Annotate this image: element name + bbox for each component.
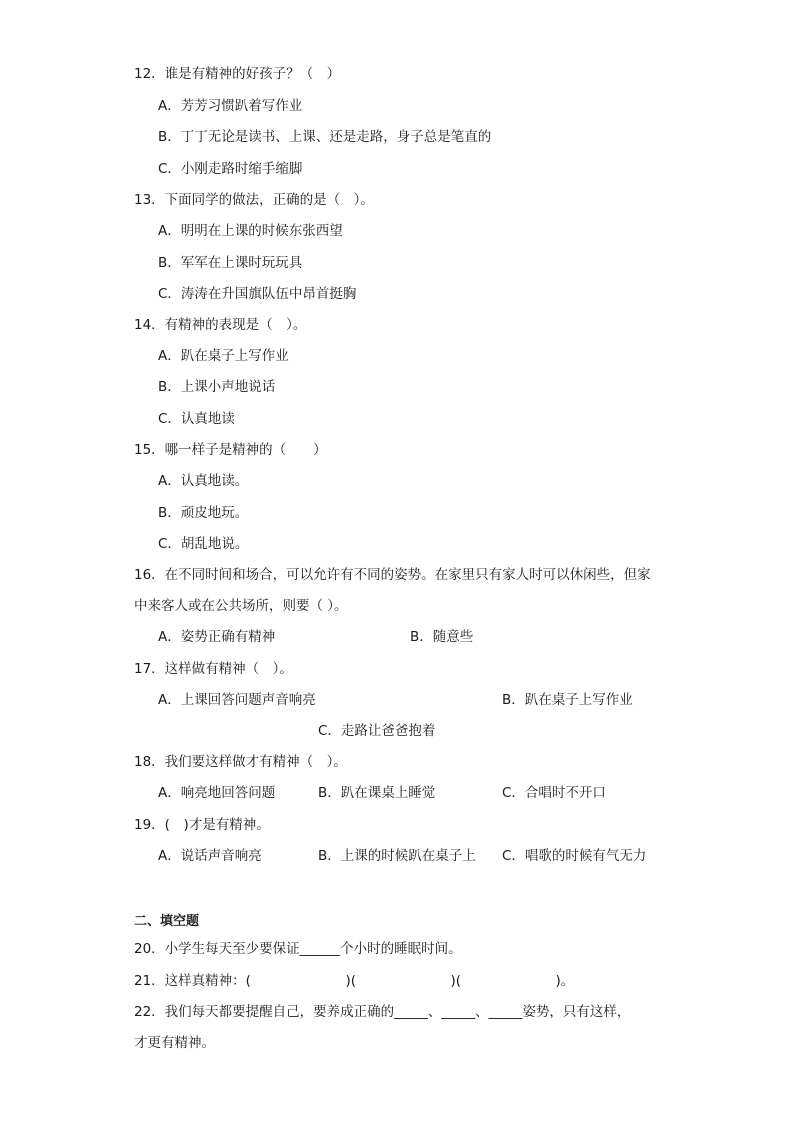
option-c: C．走路让爸爸抱着	[318, 723, 436, 739]
option-c: C．唱歌的时候有气无力	[502, 848, 647, 864]
option-a: A．趴在桌子上写作业	[158, 348, 289, 364]
question-stem-continued: 中来客人或在公共场所，则要（ ）。	[134, 598, 348, 614]
question-stem: 18．我们要这样做才有精神（ ）。	[134, 754, 347, 770]
question-22-continued: 才更有精神。	[134, 1035, 215, 1051]
question-stem: 16．在不同时间和场合，可以允许有不同的姿势。在家里只有家人时可以休闲些，但家	[134, 567, 651, 583]
option-b: B．趴在课桌上睡觉	[318, 785, 436, 801]
option-b: B．丁丁无论是读书、上课、还是走路，身子总是笔直的	[158, 129, 492, 145]
question-stem: 19．( )才是有精神。	[134, 817, 270, 833]
question-21: 21．这样真精神：( )( )( )。	[134, 973, 575, 989]
option-a: A．响亮地回答问题	[158, 785, 276, 801]
question-20: 20．小学生每天至少要保证______个小时的睡眠时间。	[134, 941, 462, 957]
option-b: B．随意些	[410, 629, 474, 645]
option-a: A．认真地读。	[158, 473, 249, 489]
question-22: 22．我们每天都要提醒自己，要养成正确的_____、_____、_____姿势，只有这样，	[134, 1004, 631, 1020]
option-a: A．上课回答问题声音响亮	[158, 692, 316, 708]
option-b: B．趴在桌子上写作业	[502, 692, 633, 708]
option-a: A．明明在上课的时候东张西望	[158, 223, 343, 239]
option-b: B．上课的时候趴在桌子上	[318, 848, 476, 864]
option-c: C．认真地读	[158, 411, 235, 427]
question-stem: 12．谁是有精神的好孩子？（ ）	[134, 66, 341, 82]
option-a: A．芳芳习惯趴着写作业	[158, 98, 303, 114]
question-stem: 17．这样做有精神（ ）。	[134, 661, 293, 677]
option-c: C．胡乱地说。	[158, 536, 249, 552]
option-c: C．合唱时不开口	[502, 785, 606, 801]
question-stem: 13．下面同学的做法，正确的是（ ）。	[134, 192, 374, 208]
option-c: C．小刚走路时缩手缩脚	[158, 161, 303, 177]
option-a: A．说话声音响亮	[158, 848, 262, 864]
option-b: B．上课小声地说话	[158, 379, 276, 395]
option-b: B．顽皮地玩。	[158, 505, 249, 521]
section-title: 二、填空题	[134, 914, 200, 929]
question-stem: 15．哪一样子是精神的（ ）	[134, 442, 327, 458]
option-c: C．涛涛在升国旗队伍中昂首挺胸	[158, 286, 357, 302]
question-stem: 14．有精神的表现是（ ）。	[134, 317, 307, 333]
option-b: B．军军在上课时玩玩具	[158, 255, 303, 271]
option-a: A．姿势正确有精神	[158, 629, 276, 645]
